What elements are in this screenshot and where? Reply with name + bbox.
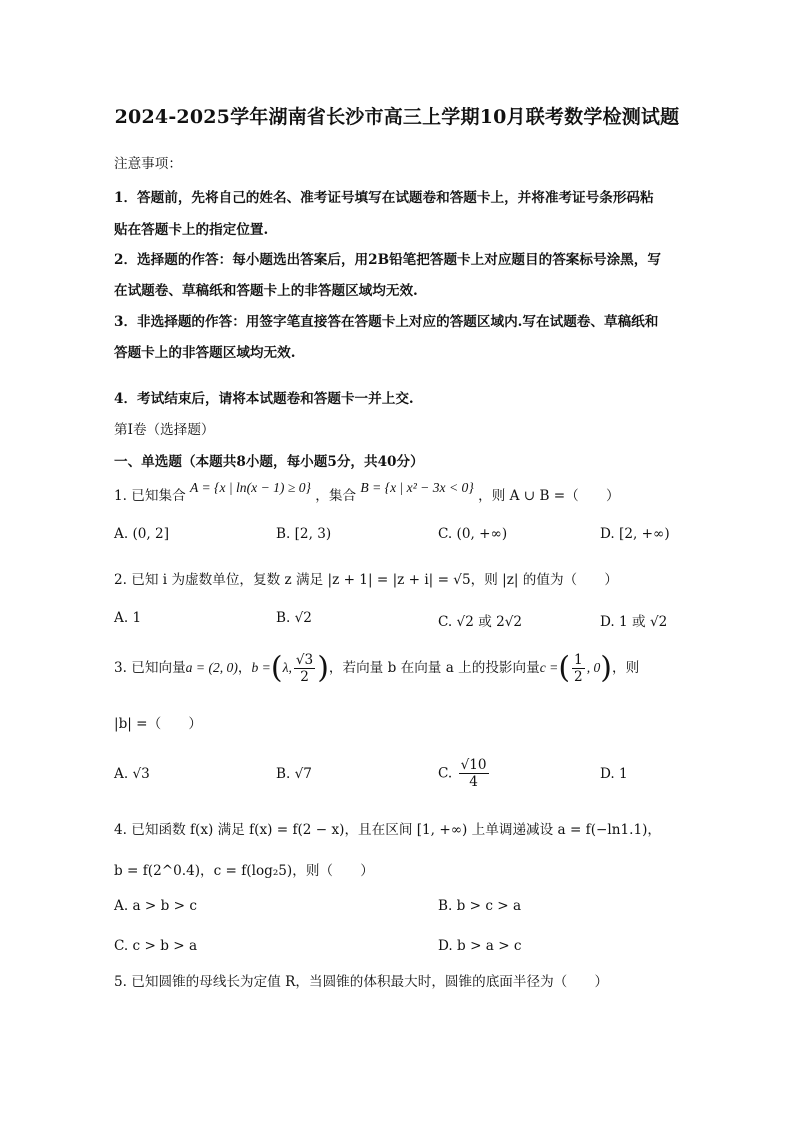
notice-line: 1．答题前，先将自己的姓名、准考证号填写在试题卷和答题卡上，并将准考证号条形码粘 bbox=[114, 190, 654, 206]
paren-left: ( bbox=[558, 650, 571, 686]
vector-b-lhs: b = bbox=[251, 660, 271, 675]
question-3-comma: ， bbox=[237, 660, 252, 676]
q2-option-c[interactable]: C. √2 或 2√2 bbox=[438, 614, 523, 630]
fraction-1-over-2: $\frac{1}{2}$ bbox=[574, 652, 583, 685]
part-heading: 第Ⅰ卷（选择题） bbox=[114, 422, 215, 438]
question-1-prefix: 1. 已知集合 bbox=[114, 488, 186, 504]
q1-option-a[interactable]: A. (0, 2] bbox=[114, 526, 170, 542]
notice-line: 答题卡上的非答题区域均无效. bbox=[114, 345, 296, 361]
notice-line: 4．考试结束后，请将本试题卷和答题卡一并上交. bbox=[114, 391, 414, 407]
paren-right: ) bbox=[600, 650, 613, 686]
q3-option-d[interactable]: D. 1 bbox=[600, 766, 628, 782]
q1-option-c[interactable]: C. (0, +∞) bbox=[438, 526, 508, 542]
q4-option-a[interactable]: A. a > b > c bbox=[114, 898, 197, 914]
q2-option-b[interactable]: B. √2 bbox=[276, 610, 312, 626]
question-5: 5. 已知圆锥的母线长为定值 R，当圆锥的体积最大时，圆锥的底面半径为（ ） bbox=[114, 974, 609, 990]
set-b: B = {x | x² − 3x < 0} bbox=[360, 480, 474, 495]
vector-a: a = (2, 0) bbox=[185, 660, 238, 675]
notice-line: 贴在答题卡上的指定位置. bbox=[114, 222, 269, 238]
notice-line: 2．选择题的作答：每小题选出答案后，用2B铅笔把答题卡上对应题目的答案标号涂黑，写 bbox=[114, 252, 661, 268]
question-1 bbox=[114, 480, 694, 504]
notice-line: 在试题卷、草稿纸和答题卡上的非答题区域均无效. bbox=[114, 283, 418, 299]
q3-option-a[interactable]: A. √3 bbox=[114, 766, 150, 782]
vector-b-x: λ, bbox=[282, 660, 292, 675]
question-3-mid: ，若向量 b 在向量 a 上的投影向量 bbox=[328, 660, 540, 676]
notice-heading: 注意事项： bbox=[114, 156, 182, 172]
vector-c-lhs: c = bbox=[539, 660, 559, 675]
q4-option-b[interactable]: B. b > c > a bbox=[438, 898, 522, 914]
q2-option-a[interactable]: A. 1 bbox=[114, 610, 142, 626]
notice-line: 3．非选择题的作答：用签字笔直接答在答题卡上对应的答题区域内.写在试题卷、草稿纸和 bbox=[114, 314, 659, 330]
question-4-line-1: 4. 已知函数 f(x) 满足 f(x) = f(2 − x)，且在区间 [1, +∞) 上单调递减设 a = f(−ln1.1)， bbox=[114, 822, 662, 838]
question-3-prefix: 3. 已知向量 bbox=[114, 660, 186, 676]
vector-c-y: , 0 bbox=[586, 660, 601, 675]
question-3-then: ，则 bbox=[612, 660, 640, 676]
q3-option-c[interactable]: C. $\frac{√10}{4}$ bbox=[438, 757, 487, 790]
q4-option-d[interactable]: D. b > a > c bbox=[438, 938, 522, 954]
page-title: 2024-2025学年湖南省长沙市高三上学期10月联考数学检测试题 bbox=[114, 106, 680, 128]
question-1-tail: ，则 A ∪ B =（ ） bbox=[478, 488, 620, 504]
section-heading: 一、单选题（本题共8小题，每小题5分，共40分） bbox=[114, 454, 424, 470]
fraction-sqrt3-over-2: $\frac{√3}{2}$ bbox=[295, 652, 314, 685]
question-3 bbox=[114, 648, 694, 688]
paren-left: ( bbox=[270, 650, 283, 686]
set-a: A = {x | ln(x − 1) ≥ 0} bbox=[190, 480, 311, 495]
q1-option-d[interactable]: D. [2, +∞) bbox=[600, 526, 670, 542]
question-2: 2. 已知 i 为虚数单位，复数 z 满足 |z + 1| = |z + i| = √5，则 |z| 的值为（ ） bbox=[114, 572, 618, 588]
question-1-mid: ，集合 bbox=[315, 488, 357, 504]
q4-option-c[interactable]: C. c > b > a bbox=[114, 938, 198, 954]
paren-right: ) bbox=[317, 650, 329, 686]
question-3-line-2: |b| =（ ） bbox=[114, 716, 202, 732]
q3-option-b[interactable]: B. √7 bbox=[276, 766, 312, 782]
fraction-sqrt10-over-4: $\frac{√10}{4}$ bbox=[460, 757, 487, 790]
q1-option-b[interactable]: B. [2, 3) bbox=[276, 526, 332, 542]
question-4-line-2: b = f(2^0.4)，c = f(log₂5)，则（ ） bbox=[114, 863, 374, 879]
q2-option-d[interactable]: D. 1 或 √2 bbox=[600, 614, 668, 630]
